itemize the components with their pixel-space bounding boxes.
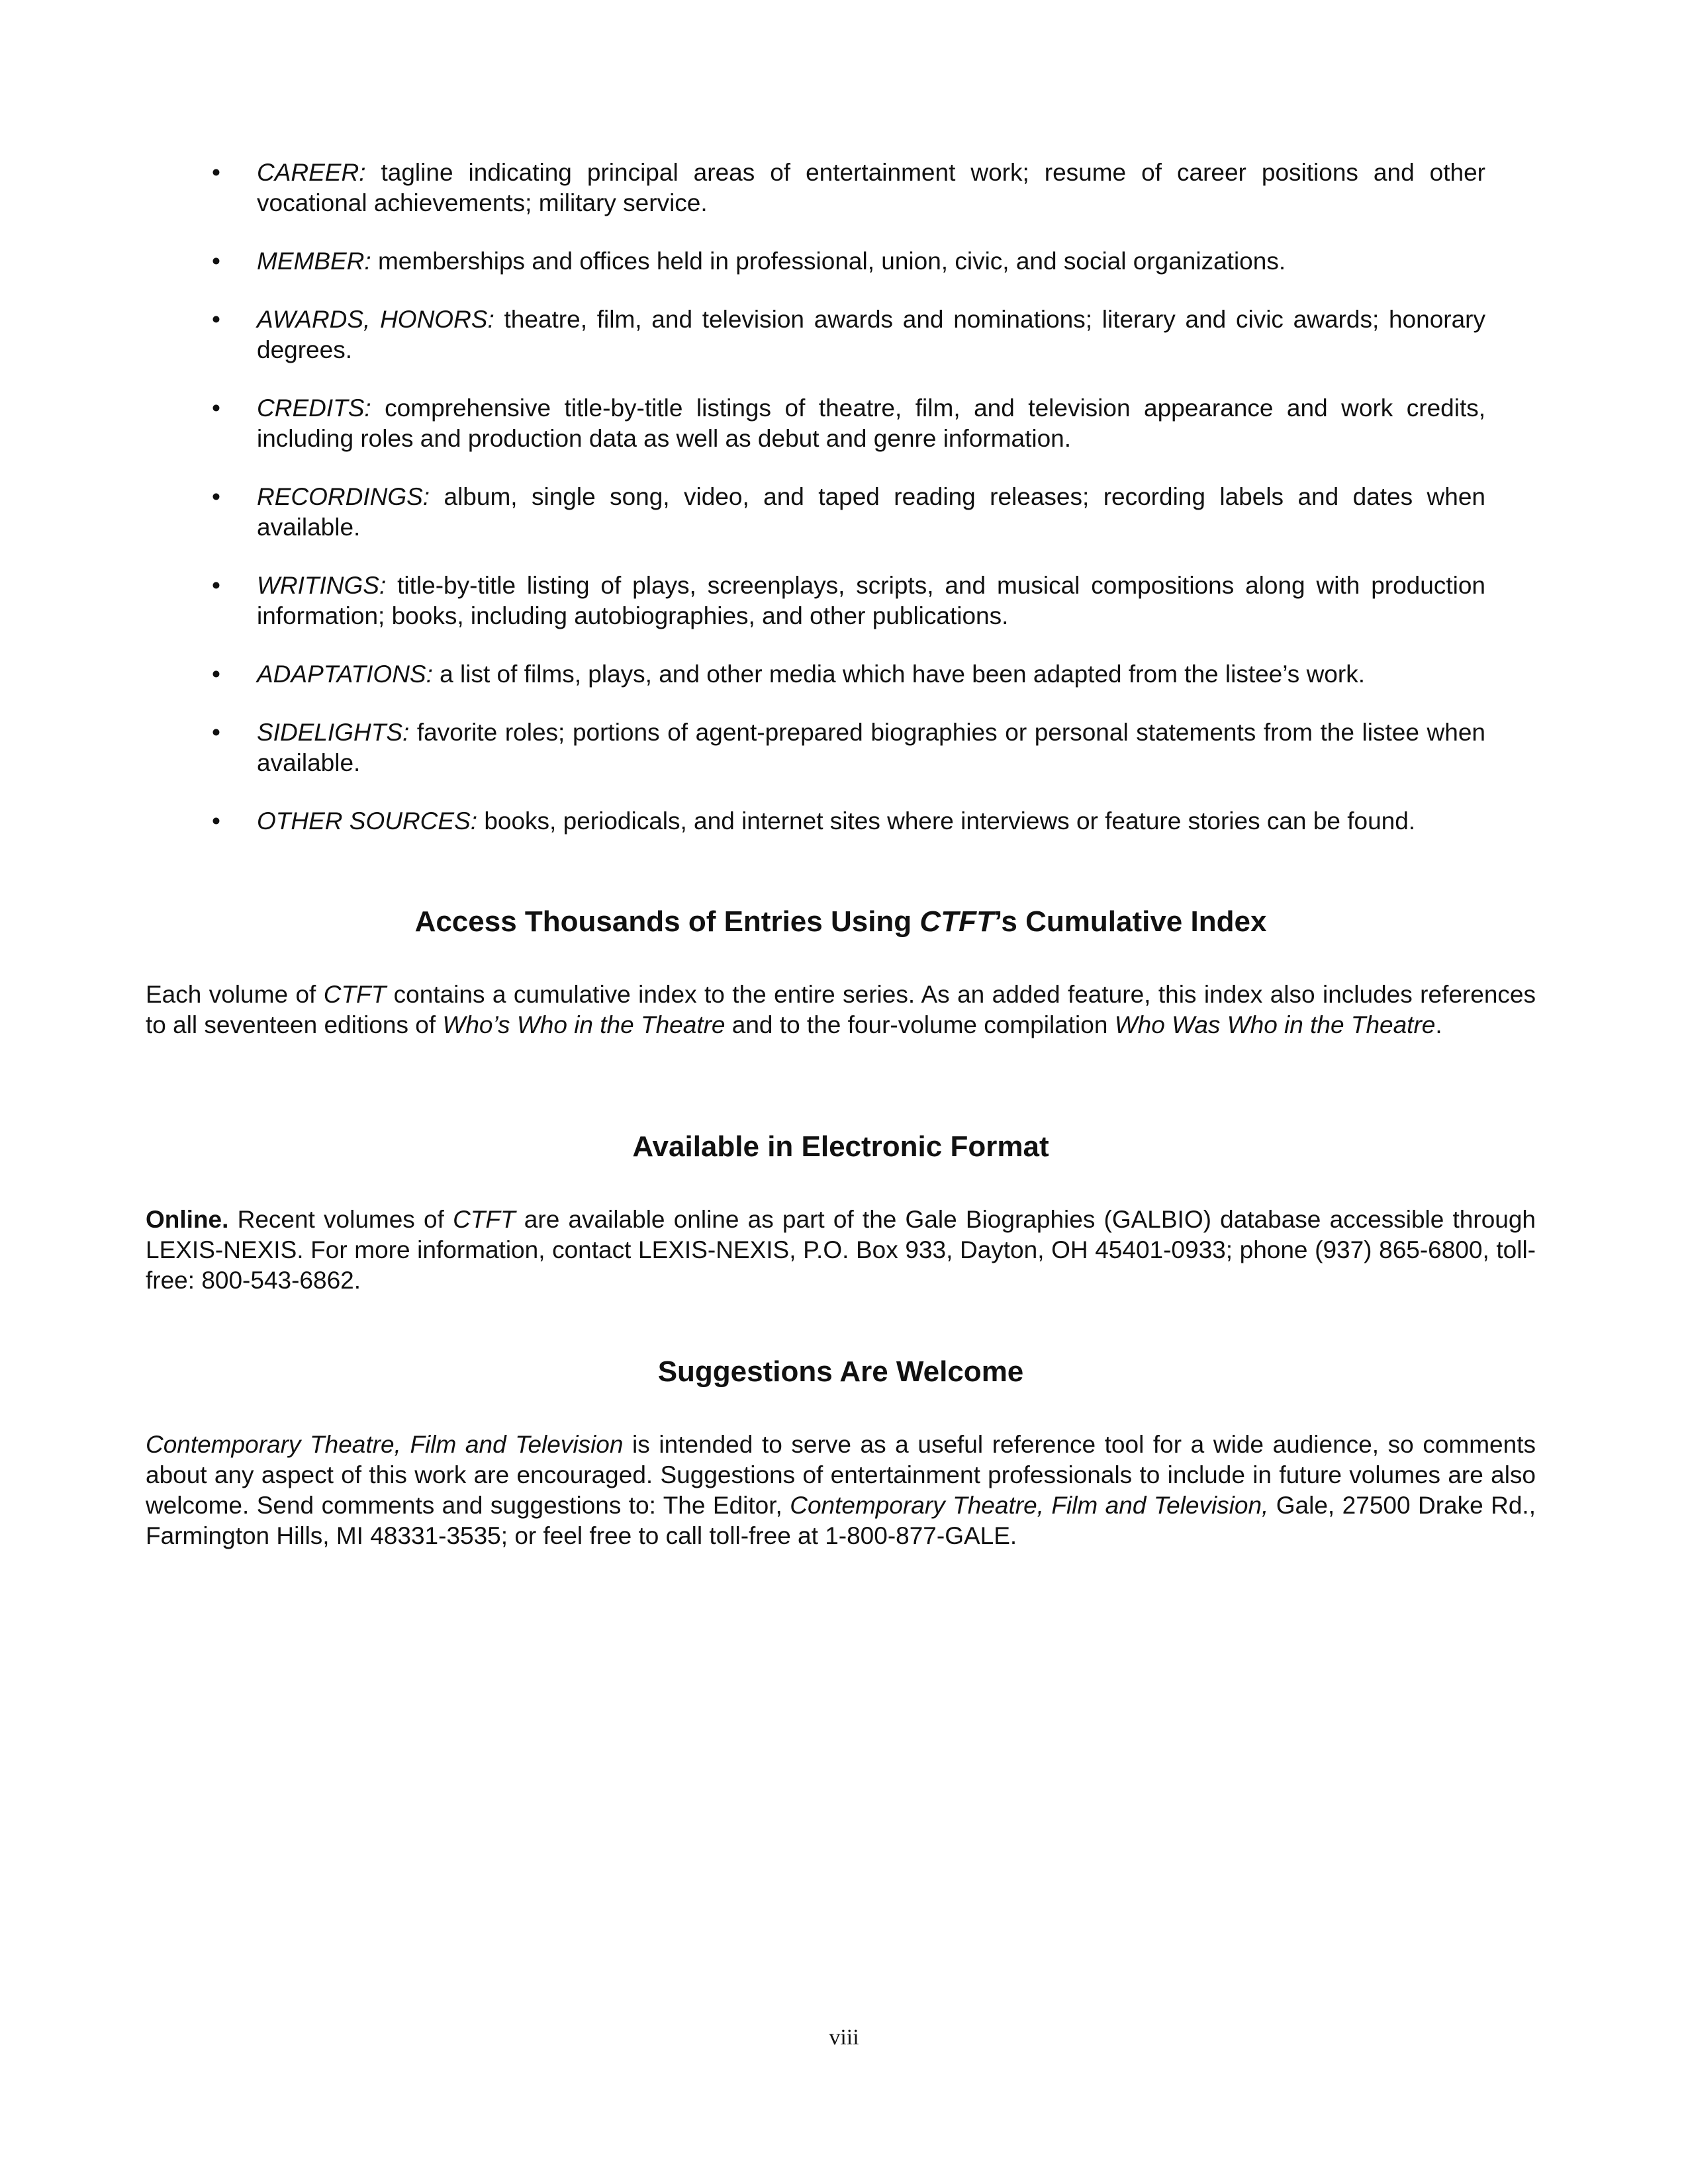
bullet-icon: • [212, 159, 220, 186]
bullet-icon: • [212, 719, 220, 746]
paragraph-text: contains a cumulative index to the entire series. As an added feature, this index also includes references to all seventeen editions of [146, 981, 1536, 1038]
list-item [208, 246, 1485, 277]
field-label: MEMBER: [257, 248, 371, 275]
field-label: CREDITS: [257, 394, 371, 422]
suggestions-section-heading: Suggestions Are Welcome [657, 1355, 1024, 1388]
list-item [208, 158, 1485, 218]
field-label: ADAPTATIONS: [257, 660, 433, 688]
list-item [208, 717, 1485, 778]
entry-fields-list [208, 158, 1485, 864]
field-description: books, periodicals, and internet sites where interviews or feature stories can be found. [484, 807, 1416, 835]
field-label: AWARDS, HONORS: [257, 306, 494, 333]
electronic-section-paragraph [146, 1205, 1536, 1296]
paragraph-text: Gale, 27500 Drake Rd., Farmington Hills, MI 48331-3535; or feel free to call toll-free at 1-800-877-GALE. [146, 1492, 1536, 1549]
field-description: album, single song, video, and taped reading releases; recording labels and dates when available. [257, 483, 1485, 541]
field-label: CAREER: [257, 159, 366, 186]
paragraph-text: Each volume of [146, 981, 324, 1008]
bullet-icon: • [212, 483, 220, 510]
bullet-icon: • [212, 306, 220, 333]
page-number: viii [829, 2025, 859, 2050]
bullet-icon: • [212, 572, 220, 599]
field-label: SIDELIGHTS: [257, 719, 410, 746]
index-section-paragraph [146, 979, 1536, 1040]
paragraph-italic-text: Who Was Who in the Theatre [1114, 1011, 1436, 1038]
field-description: title-by-title listing of plays, screenplays, scripts, and musical compositions along with production information; books, including autobiographies, and other publications. [257, 572, 1485, 629]
paragraph-text: is intended to serve as a useful reference tool for a wide audience, so comments about any aspect of this work are encouraged. Suggestions of entertainment professionals to include in future volumes are also welcome. Send comments and suggestions to: The Editor, [146, 1431, 1536, 1519]
bullet-icon: • [212, 660, 220, 688]
paragraph-text: . [1435, 1011, 1442, 1038]
paragraph-text: are available online as part of the Gale Biographies (GALBIO) database accessible through LEXIS-NEXIS. For more information, contact LEXIS-NEXIS, P.O. Box 933, Dayton, OH 45401-0933; phone (937) 865-6800, toll-free: 800-543-6862. [146, 1206, 1536, 1294]
field-description: a list of films, plays, and other media which have been adapted from the listee’s work. [440, 660, 1365, 688]
list-item [208, 570, 1485, 631]
list-item [208, 304, 1485, 365]
paragraph-text: Recent volumes of [228, 1206, 453, 1233]
paragraph-italic-text: CTFT [453, 1206, 516, 1233]
electronic-section-heading: Available in Electronic Format [632, 1130, 1049, 1163]
field-description: tagline indicating principal areas of entertainment work; resume of career positions and other vocational achievements; military service. [257, 159, 1485, 216]
field-description: comprehensive title-by-title listings of theatre, film, and television appearance and work credits, including roles and production data as well as debut and genre information. [257, 394, 1486, 452]
paragraph-italic-text: CTFT [323, 981, 387, 1008]
paragraph-italic-text: Contemporary Theatre, Film and Television, [790, 1492, 1269, 1519]
paragraph-italic-text: Contemporary Theatre, Film and Television [146, 1431, 624, 1458]
index-section-heading [146, 904, 1536, 940]
suggestions-section-paragraph [146, 1430, 1536, 1551]
bullet-icon: • [212, 807, 220, 835]
field-description: theatre, film, and television awards and nominations; literary and civic awards; honorary degrees. [257, 306, 1485, 363]
bullet-icon: • [212, 394, 220, 422]
list-item [208, 806, 1485, 837]
paragraph-lead: Online. [146, 1206, 229, 1233]
heading-text: Access Thousands of Entries Using [414, 905, 920, 938]
field-label: RECORDINGS: [257, 483, 430, 510]
list-item [208, 482, 1485, 543]
field-description: memberships and offices held in professional, union, civic, and social organizations. [377, 248, 1286, 275]
paragraph-italic-text: Who’s Who in the Theatre [442, 1011, 726, 1038]
list-item [208, 393, 1485, 454]
heading-italic-text: CTFT [919, 905, 994, 938]
heading-text: ’s Cumulative Index [994, 905, 1267, 938]
paragraph-text: and to the four-volume compilation [725, 1011, 1115, 1038]
field-label: OTHER SOURCES: [257, 807, 478, 835]
list-item [208, 659, 1485, 690]
bullet-icon: • [212, 248, 220, 275]
field-description: favorite roles; portions of agent-prepared biographies or personal statements from the listee when available. [257, 719, 1486, 776]
field-label: WRITINGS: [257, 572, 387, 599]
